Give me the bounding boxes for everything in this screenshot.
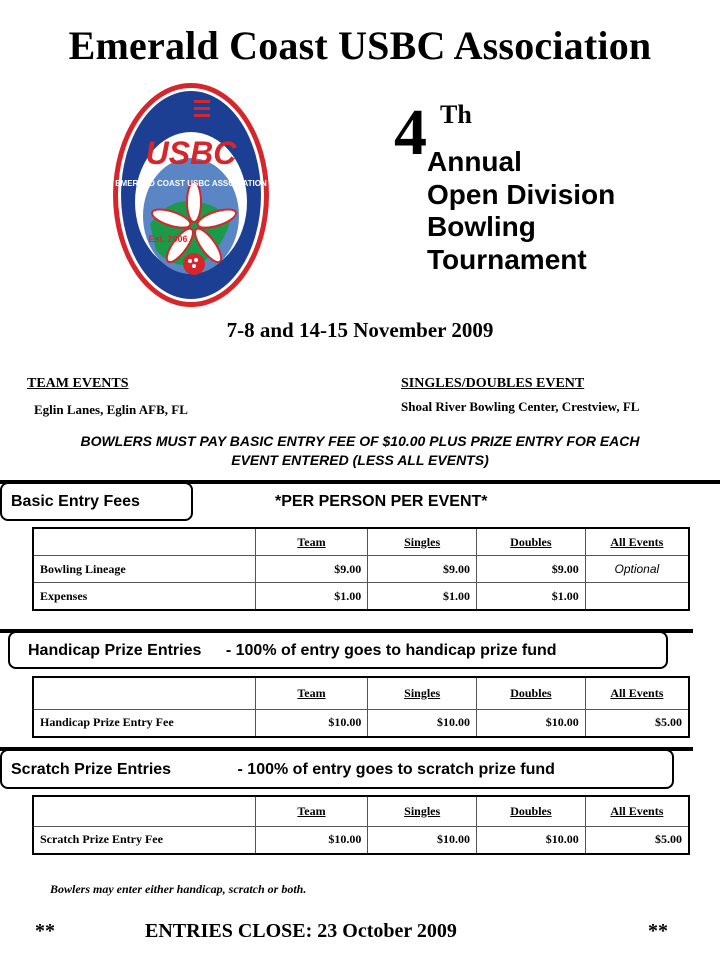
- singles-fee: $10.00: [368, 709, 477, 737]
- singles-fee: $10.00: [368, 826, 477, 854]
- team-fee: $1.00: [255, 583, 368, 611]
- column-header-all-events: All Events: [585, 677, 689, 709]
- column-header-blank: [33, 677, 255, 709]
- svg-text:Est. 2006: Est. 2006: [148, 234, 188, 244]
- row-label: Expenses: [33, 583, 255, 611]
- row-label: Handicap Prize Entry Fee: [33, 709, 255, 737]
- closing-marks-left: **: [35, 920, 55, 942]
- handicap-prize-entries-desc: - 100% of entry goes to handicap prize fund: [225, 642, 557, 659]
- page-title: Emerald Coast USBC Association: [68, 23, 652, 68]
- column-header-team: Team: [255, 528, 368, 556]
- singles-doubles-heading: SINGLES/DOUBLES EVENT: [401, 376, 585, 391]
- basic-fee-notice: BOWLERS MUST PAY BASIC ENTRY FEE OF $10.00 PLUS PRIZE ENTRY FOR EACH EVENT ENTERED (LESS ALL EVENTS): [80, 433, 640, 468]
- svg-text:USBC: USBC: [145, 135, 237, 171]
- per-person-note: *PER PERSON PER EVENT*: [275, 493, 488, 510]
- closing-marks-right: **: [648, 920, 668, 942]
- column-header-singles: Singles: [368, 796, 477, 826]
- all-events-fee: Optional: [585, 556, 689, 583]
- column-header-singles: Singles: [368, 528, 477, 556]
- team-fee: $10.00: [255, 709, 368, 737]
- column-header-blank: [33, 528, 255, 556]
- team-fee: $10.00: [255, 826, 368, 854]
- table-row: [33, 583, 689, 611]
- handicap-prize-entries-label: Handicap Prize Entries: [28, 642, 202, 659]
- entries-close-notice: ENTRIES CLOSE: 23 October 2009: [145, 920, 457, 942]
- doubles-fee: $10.00: [477, 826, 586, 854]
- table-header-row: [33, 796, 689, 826]
- table-header-row: [33, 528, 689, 556]
- column-header-all-events: All Events: [585, 528, 689, 556]
- team-events-heading: TEAM EVENTS: [27, 376, 129, 391]
- scratch-prize-entries-banner: [0, 749, 674, 789]
- heading-line-tournament: Tournament: [427, 243, 587, 275]
- heading-line-annual: Annual: [427, 146, 522, 177]
- column-header-doubles: Doubles: [476, 528, 585, 556]
- row-label: Bowling Lineage: [33, 556, 255, 583]
- all-events-fee: $5.00: [585, 709, 689, 737]
- tournament-heading: [427, 146, 615, 276]
- column-header-singles: Singles: [368, 677, 477, 709]
- doubles-fee: $10.00: [477, 709, 586, 737]
- all-events-fee: [585, 583, 689, 611]
- table-row: [33, 556, 689, 583]
- tournament-ordinal-number: 4: [394, 96, 427, 169]
- tournament-dates: 7-8 and 14-15 November 2009: [226, 318, 494, 342]
- singles-doubles-location: Shoal River Bowling Center, Crestview, FL: [401, 399, 640, 414]
- table-row: [33, 826, 689, 854]
- team-fee: $9.00: [255, 556, 368, 583]
- column-header-doubles: Doubles: [477, 796, 586, 826]
- column-header-blank: [33, 796, 255, 826]
- column-header-doubles: Doubles: [477, 677, 586, 709]
- heading-line-bowling: Bowling: [427, 211, 536, 242]
- tournament-ordinal-suffix: Th: [440, 100, 472, 129]
- svg-text:EMERALD COAST USBC ASSOCIATION: EMERALD COAST USBC ASSOCIATION: [115, 179, 267, 188]
- column-header-team: Team: [255, 796, 368, 826]
- singles-fee: $9.00: [368, 556, 477, 583]
- basic-entry-fees-label: Basic Entry Fees: [0, 482, 193, 521]
- scratch-prize-table: [32, 795, 690, 855]
- column-header-all-events: All Events: [585, 796, 689, 826]
- basic-entry-fees-table: [32, 527, 690, 611]
- column-header-team: Team: [255, 677, 368, 709]
- table-row: [33, 709, 689, 737]
- team-events-location: Eglin Lanes, Eglin AFB, FL: [34, 402, 188, 417]
- table-header-row: [33, 677, 689, 709]
- row-label: Scratch Prize Entry Fee: [33, 826, 255, 854]
- scratch-prize-entries-desc: - 100% of entry goes to scratch prize fund: [237, 761, 555, 778]
- handicap-prize-table: [32, 676, 690, 738]
- heading-line-open-division: Open Division: [427, 178, 616, 210]
- usbc-association-logo: [110, 74, 272, 312]
- singles-fee: $1.00: [368, 583, 477, 611]
- doubles-fee: $1.00: [476, 583, 585, 611]
- handicap-prize-entries-banner: [8, 631, 668, 669]
- scratch-prize-entries-label: Scratch Prize Entries: [11, 761, 172, 778]
- all-events-fee: $5.00: [585, 826, 689, 854]
- entry-footnote: Bowlers may enter either handicap, scratch or both.: [50, 882, 307, 896]
- doubles-fee: $9.00: [476, 556, 585, 583]
